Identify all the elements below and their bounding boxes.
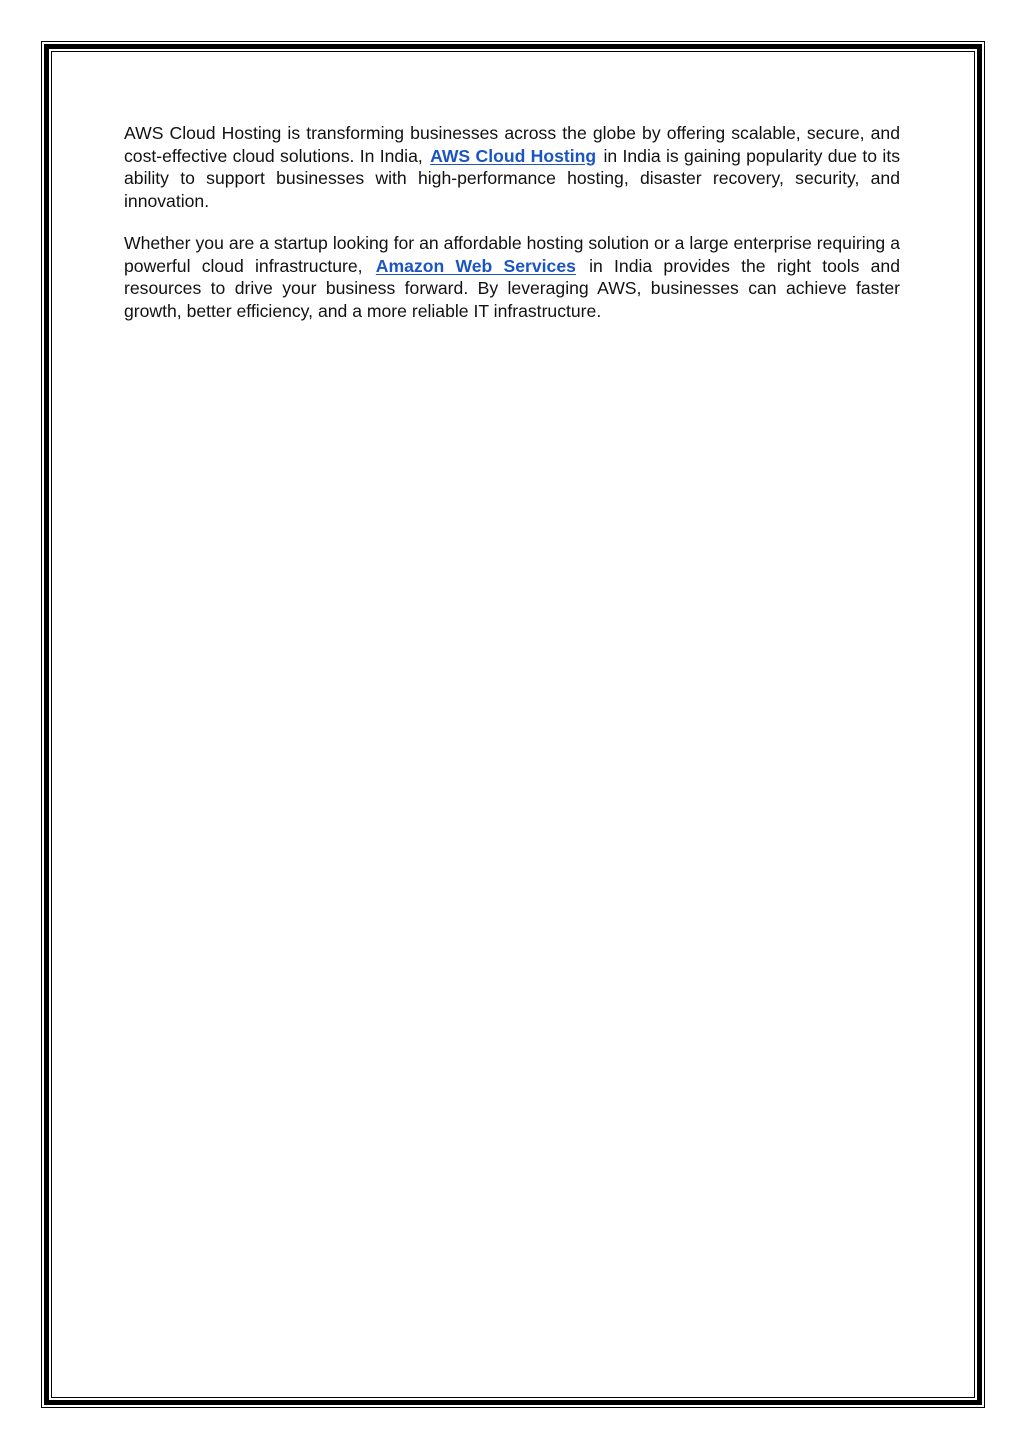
document-body [124, 122, 900, 342]
paragraph-text: AWS Cloud Hosting is transforming businesses across the globe by offering scalable, secure, and cost-effective cloud solutions. In India, [124, 123, 900, 166]
aws-cloud-hosting-link[interactable]: AWS Cloud Hosting [430, 145, 597, 166]
paragraph-aws-cloud-hosting [124, 122, 900, 212]
paragraph-text: in India provides the right tools and resources to drive your business forward. By leveraging AWS, businesses can achieve faster growth, better efficiency, and a more reliable IT infrastructure. [124, 255, 901, 321]
paragraph-amazon-web-services [124, 232, 900, 322]
paragraph-text: in India is gaining popularity due to its ability to support businesses with high-performance hosting, disaster recovery, security, and innovation. [124, 145, 901, 211]
paragraph-text: Whether you are a startup looking for an affordable hosting solution or a large enterprise requiring a powerful cloud infrastructure, [124, 233, 900, 276]
amazon-web-services-link[interactable]: Amazon Web Services [375, 255, 576, 276]
